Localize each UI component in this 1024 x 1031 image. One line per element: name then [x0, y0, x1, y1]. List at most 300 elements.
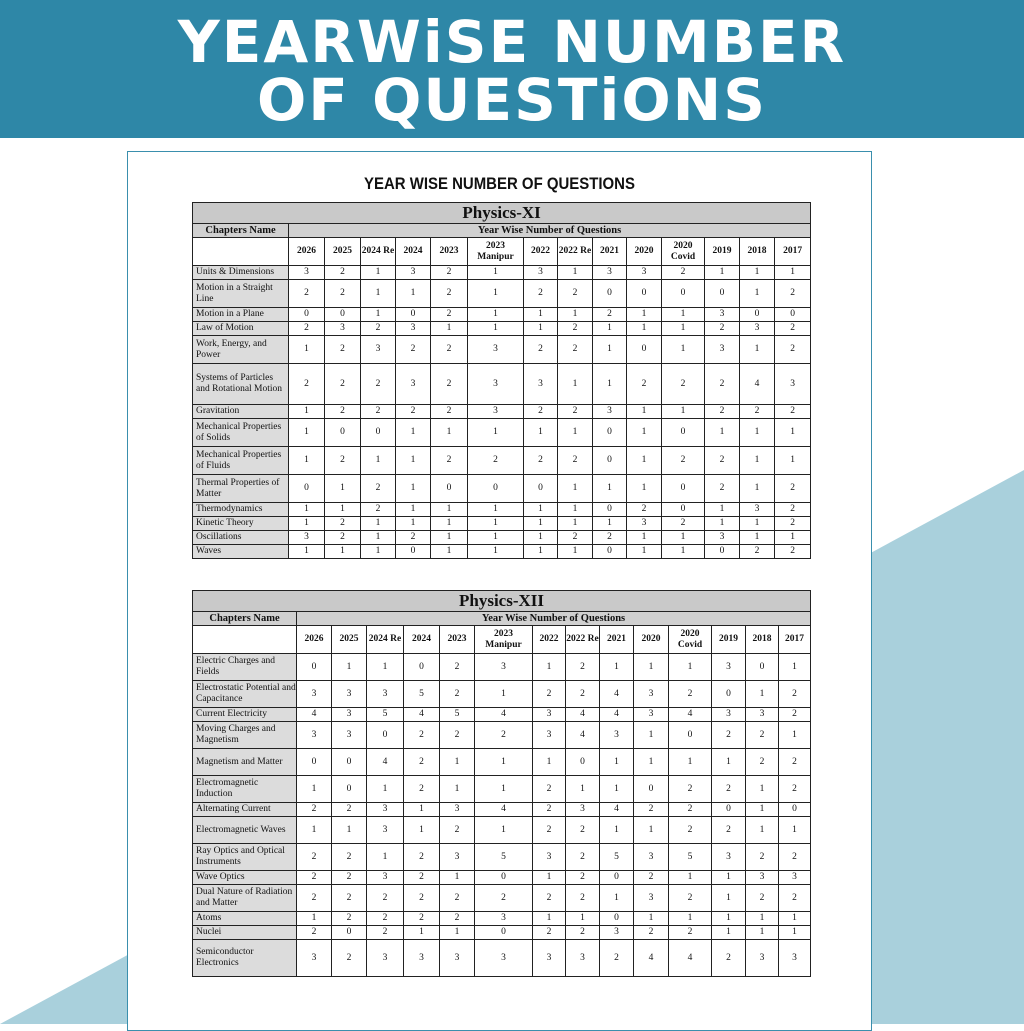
table-row [193, 940, 811, 977]
question-count-cell: 1 [297, 912, 332, 926]
year-header-cell: 2019 [705, 238, 740, 266]
question-count-cell: 2 [361, 475, 396, 503]
question-count-cell: 1 [593, 336, 627, 364]
question-count-cell: 1 [566, 912, 600, 926]
question-count-cell: 2 [627, 364, 662, 405]
chapter-name-cell: Oscillations [193, 531, 289, 545]
question-count-cell: 0 [746, 654, 779, 681]
question-count-cell: 3 [325, 322, 361, 336]
question-count-cell: 1 [740, 531, 775, 545]
question-count-cell: 3 [332, 722, 367, 749]
section-header-row [193, 203, 811, 224]
table-row [193, 871, 811, 885]
section-title: Physics-XI [193, 203, 811, 224]
table-row [193, 545, 811, 559]
chapter-name-cell: Ray Optics and Optical Instruments [193, 844, 297, 871]
question-count-cell: 2 [297, 885, 332, 912]
chapter-name-cell: Systems of Particles and Rotational Motion [193, 364, 289, 405]
table-row [193, 722, 811, 749]
question-count-cell: 0 [332, 926, 367, 940]
banner-title-line-1: YEARWiSE NUMBER [177, 8, 847, 76]
question-count-cell: 2 [558, 447, 593, 475]
question-count-cell: 0 [705, 545, 740, 559]
year-header-cell: 2022 Re [558, 238, 593, 266]
question-count-cell: 2 [325, 336, 361, 364]
column-header-row [193, 224, 811, 238]
question-count-cell: 0 [593, 419, 627, 447]
question-count-cell: 3 [289, 266, 325, 280]
question-count-cell: 1 [361, 308, 396, 322]
question-count-cell: 4 [634, 940, 669, 977]
chapter-name-cell: Waves [193, 545, 289, 559]
question-count-cell: 0 [712, 803, 746, 817]
question-count-cell: 2 [566, 871, 600, 885]
question-count-cell: 3 [566, 940, 600, 977]
question-count-cell: 3 [746, 708, 779, 722]
question-count-cell: 2 [332, 940, 367, 977]
question-count-cell: 0 [367, 722, 404, 749]
question-count-cell: 3 [440, 940, 475, 977]
question-count-cell: 2 [404, 912, 440, 926]
question-count-cell: 3 [634, 681, 669, 708]
year-header-cell: 2020 [627, 238, 662, 266]
question-count-cell: 3 [533, 722, 566, 749]
question-count-cell: 2 [431, 266, 468, 280]
question-count-cell: 3 [775, 364, 811, 405]
chapter-name-cell: Wave Optics [193, 871, 297, 885]
question-count-cell: 0 [289, 308, 325, 322]
question-count-cell: 1 [740, 447, 775, 475]
question-count-cell: 1 [566, 776, 600, 803]
blank-header-cell [193, 626, 297, 654]
chapter-name-cell: Motion in a Straight Line [193, 280, 289, 308]
question-count-cell: 1 [558, 503, 593, 517]
question-count-cell: 2 [775, 503, 811, 517]
question-count-cell: 2 [662, 266, 705, 280]
question-count-cell: 3 [396, 364, 431, 405]
year-header-cell: 2023 Manipur [475, 626, 533, 654]
question-count-cell: 2 [712, 722, 746, 749]
section-header-row [193, 591, 811, 612]
question-count-cell: 0 [662, 419, 705, 447]
question-count-cell: 2 [593, 308, 627, 322]
question-count-cell: 1 [524, 517, 558, 531]
question-count-cell: 3 [524, 364, 558, 405]
question-count-cell: 1 [468, 280, 524, 308]
table-row [193, 749, 811, 776]
question-count-cell: 1 [669, 654, 712, 681]
question-count-cell: 1 [468, 419, 524, 447]
question-count-cell: 3 [468, 364, 524, 405]
question-count-cell: 3 [297, 940, 332, 977]
question-count-cell: 1 [627, 308, 662, 322]
year-header-cell: 2021 [600, 626, 634, 654]
table-row [193, 654, 811, 681]
question-count-cell: 1 [325, 545, 361, 559]
table-row [193, 447, 811, 475]
question-count-cell: 2 [712, 940, 746, 977]
table-row [193, 336, 811, 364]
question-count-cell: 1 [662, 322, 705, 336]
year-header-row [193, 626, 811, 654]
question-count-cell: 1 [600, 749, 634, 776]
question-count-cell: 1 [593, 475, 627, 503]
question-count-cell: 2 [746, 722, 779, 749]
question-count-cell: 0 [524, 475, 558, 503]
chapter-name-cell: Work, Energy, and Power [193, 336, 289, 364]
question-count-cell: 1 [779, 912, 811, 926]
question-count-cell: 1 [627, 447, 662, 475]
question-count-cell: 1 [533, 912, 566, 926]
year-header-cell: 2018 [746, 626, 779, 654]
question-count-cell: 2 [440, 681, 475, 708]
question-count-cell: 2 [404, 871, 440, 885]
question-count-cell: 0 [475, 926, 533, 940]
document-title: YEAR WISE NUMBER OF QUESTIONS [364, 174, 635, 193]
question-count-cell: 2 [558, 280, 593, 308]
question-count-cell: 2 [740, 545, 775, 559]
question-count-cell: 1 [361, 447, 396, 475]
question-count-cell: 2 [440, 912, 475, 926]
question-count-cell: 1 [669, 871, 712, 885]
question-count-cell: 0 [361, 419, 396, 447]
banner-title-line-2: OF QUESTiONS [257, 66, 767, 134]
question-count-cell: 2 [662, 447, 705, 475]
table-row [193, 405, 811, 419]
question-count-cell: 2 [361, 405, 396, 419]
question-count-cell: 2 [289, 364, 325, 405]
question-count-cell: 2 [705, 322, 740, 336]
question-count-cell: 1 [593, 517, 627, 531]
question-count-cell: 1 [712, 871, 746, 885]
question-count-cell: 2 [634, 803, 669, 817]
question-count-cell: 0 [396, 308, 431, 322]
question-count-cell: 4 [600, 803, 634, 817]
question-count-cell: 2 [779, 708, 811, 722]
question-count-cell: 1 [627, 405, 662, 419]
question-count-cell: 1 [634, 722, 669, 749]
question-count-cell: 2 [396, 336, 431, 364]
question-count-cell: 2 [440, 654, 475, 681]
question-count-cell: 2 [524, 280, 558, 308]
question-count-cell: 2 [705, 405, 740, 419]
question-count-cell: 2 [634, 926, 669, 940]
question-count-cell: 1 [779, 817, 811, 844]
question-count-cell: 1 [404, 817, 440, 844]
year-header-cell: 2026 [289, 238, 325, 266]
question-count-cell: 1 [361, 517, 396, 531]
chapter-name-cell: Thermodynamics [193, 503, 289, 517]
question-count-cell: 1 [361, 266, 396, 280]
question-count-cell: 3 [404, 940, 440, 977]
question-count-cell: 1 [746, 926, 779, 940]
question-count-cell: 3 [627, 266, 662, 280]
question-count-cell: 2 [431, 336, 468, 364]
question-count-cell: 2 [404, 749, 440, 776]
year-header-cell: 2026 [297, 626, 332, 654]
year-header-cell: 2023 Manipur [468, 238, 524, 266]
question-count-cell: 2 [627, 503, 662, 517]
question-count-cell: 1 [712, 912, 746, 926]
question-count-cell: 1 [746, 912, 779, 926]
question-count-cell: 3 [289, 531, 325, 545]
question-count-cell: 1 [712, 749, 746, 776]
question-count-cell: 1 [367, 776, 404, 803]
question-count-cell: 0 [396, 545, 431, 559]
question-count-cell: 1 [404, 803, 440, 817]
year-header-cell: 2019 [712, 626, 746, 654]
chapter-name-cell: Dual Nature of Radiation and Matter [193, 885, 297, 912]
question-count-cell: 1 [475, 776, 533, 803]
question-count-cell: 1 [627, 419, 662, 447]
question-count-cell: 5 [475, 844, 533, 871]
question-count-cell: 2 [566, 817, 600, 844]
question-count-cell: 2 [404, 885, 440, 912]
question-count-cell: 1 [332, 654, 367, 681]
year-header-cell: 2024 Re [361, 238, 396, 266]
question-count-cell: 2 [705, 447, 740, 475]
question-count-cell: 1 [404, 926, 440, 940]
question-count-cell: 2 [558, 336, 593, 364]
question-count-cell: 1 [740, 517, 775, 531]
question-count-cell: 2 [440, 885, 475, 912]
question-count-cell: 2 [468, 447, 524, 475]
question-count-cell: 4 [566, 708, 600, 722]
question-count-cell: 2 [705, 475, 740, 503]
question-count-cell: 1 [289, 517, 325, 531]
question-count-cell: 2 [746, 844, 779, 871]
question-count-cell: 2 [325, 266, 361, 280]
chapter-name-cell: Atoms [193, 912, 297, 926]
question-count-cell: 3 [705, 531, 740, 545]
question-count-cell: 1 [746, 817, 779, 844]
year-header-cell: 2018 [740, 238, 775, 266]
question-count-cell: 1 [627, 545, 662, 559]
chapters-name-header: Chapters Name [193, 612, 297, 626]
question-count-cell: 2 [440, 817, 475, 844]
question-count-cell: 0 [712, 681, 746, 708]
question-count-cell: 0 [705, 280, 740, 308]
chapter-name-cell: Units & Dimensions [193, 266, 289, 280]
question-count-cell: 3 [712, 654, 746, 681]
question-count-cell: 0 [627, 336, 662, 364]
question-count-cell: 1 [740, 419, 775, 447]
question-count-cell: 0 [662, 280, 705, 308]
question-count-cell: 2 [404, 776, 440, 803]
question-count-cell: 1 [627, 475, 662, 503]
question-count-cell: 5 [669, 844, 712, 871]
year-header-cell: 2022 Re [566, 626, 600, 654]
question-count-cell: 0 [662, 475, 705, 503]
question-count-cell: 1 [558, 266, 593, 280]
question-count-cell: 3 [712, 844, 746, 871]
question-count-cell: 2 [325, 364, 361, 405]
chapter-name-cell: Thermal Properties of Matter [193, 475, 289, 503]
question-count-cell: 2 [431, 447, 468, 475]
question-count-cell: 2 [367, 885, 404, 912]
question-count-cell: 1 [634, 912, 669, 926]
question-count-cell: 1 [662, 336, 705, 364]
question-count-cell: 0 [332, 776, 367, 803]
question-count-cell: 0 [566, 749, 600, 776]
question-count-cell: 1 [297, 817, 332, 844]
question-count-cell: 3 [705, 308, 740, 322]
question-count-cell: 3 [600, 926, 634, 940]
question-count-cell: 3 [361, 336, 396, 364]
chapter-name-cell: Electrostatic Potential and Capacitance [193, 681, 297, 708]
question-count-cell: 4 [367, 749, 404, 776]
question-count-cell: 1 [431, 419, 468, 447]
question-count-cell: 1 [524, 308, 558, 322]
chapter-name-cell: Electromagnetic Induction [193, 776, 297, 803]
question-count-cell: 3 [367, 803, 404, 817]
question-count-cell: 2 [325, 517, 361, 531]
question-count-cell: 1 [662, 405, 705, 419]
question-count-cell: 1 [396, 503, 431, 517]
physics-xii-table [192, 590, 811, 977]
table-row [193, 912, 811, 926]
question-count-cell: 1 [558, 545, 593, 559]
table-row [193, 419, 811, 447]
question-count-cell: 3 [468, 336, 524, 364]
question-count-cell: 1 [627, 322, 662, 336]
question-count-cell: 3 [566, 803, 600, 817]
question-count-cell: 0 [634, 776, 669, 803]
year-header-cell: 2024 Re [367, 626, 404, 654]
question-count-cell: 2 [669, 681, 712, 708]
table-row [193, 926, 811, 940]
question-count-cell: 0 [332, 749, 367, 776]
question-count-cell: 0 [779, 803, 811, 817]
question-count-cell: 3 [440, 803, 475, 817]
question-count-cell: 2 [361, 322, 396, 336]
chapter-name-cell: Nuclei [193, 926, 297, 940]
table-row [193, 266, 811, 280]
question-count-cell: 2 [325, 280, 361, 308]
question-count-cell: 2 [325, 531, 361, 545]
question-count-cell: 3 [367, 817, 404, 844]
question-count-cell: 1 [740, 280, 775, 308]
question-count-cell: 0 [627, 280, 662, 308]
year-header-cell: 2023 [431, 238, 468, 266]
question-count-cell: 2 [600, 940, 634, 977]
question-count-cell: 5 [440, 708, 475, 722]
question-count-cell: 1 [775, 447, 811, 475]
chapters-name-header: Chapters Name [193, 224, 289, 238]
question-count-cell: 0 [593, 503, 627, 517]
question-count-cell: 2 [533, 817, 566, 844]
question-count-cell: 1 [361, 545, 396, 559]
question-count-cell: 2 [524, 336, 558, 364]
chapter-name-cell: Magnetism and Matter [193, 749, 297, 776]
question-count-cell: 2 [361, 503, 396, 517]
question-count-cell: 1 [705, 503, 740, 517]
question-count-cell: 1 [524, 545, 558, 559]
table-row [193, 517, 811, 531]
table-row [193, 280, 811, 308]
question-count-cell: 1 [705, 419, 740, 447]
year-header-cell: 2024 [404, 626, 440, 654]
question-count-cell: 1 [289, 336, 325, 364]
chapter-name-cell: Kinetic Theory [193, 517, 289, 531]
question-count-cell: 1 [558, 517, 593, 531]
question-count-cell: 1 [468, 517, 524, 531]
question-count-cell: 3 [297, 722, 332, 749]
question-count-cell: 1 [289, 503, 325, 517]
question-count-cell: 1 [332, 817, 367, 844]
question-count-cell: 3 [533, 708, 566, 722]
table-row [193, 844, 811, 871]
question-count-cell: 1 [468, 503, 524, 517]
table-row [193, 475, 811, 503]
question-count-cell: 2 [533, 926, 566, 940]
question-count-cell: 1 [705, 517, 740, 531]
year-header-cell: 2024 [396, 238, 431, 266]
question-count-cell: 5 [600, 844, 634, 871]
question-count-cell: 3 [779, 940, 811, 977]
question-count-cell: 0 [468, 475, 524, 503]
question-count-cell: 2 [558, 405, 593, 419]
question-count-cell: 1 [396, 475, 431, 503]
document-page [127, 151, 872, 1031]
question-count-cell: 3 [367, 871, 404, 885]
question-count-cell: 2 [524, 405, 558, 419]
question-count-cell: 1 [431, 545, 468, 559]
question-count-cell: 1 [289, 419, 325, 447]
question-count-cell: 2 [566, 681, 600, 708]
question-count-cell: 2 [396, 531, 431, 545]
question-count-cell: 1 [669, 912, 712, 926]
question-count-cell: 4 [669, 708, 712, 722]
question-count-cell: 2 [297, 844, 332, 871]
question-count-cell: 1 [593, 364, 627, 405]
question-count-cell: 0 [431, 475, 468, 503]
question-count-cell: 3 [297, 681, 332, 708]
question-count-cell: 1 [325, 503, 361, 517]
question-count-cell: 2 [325, 405, 361, 419]
question-count-cell: 1 [524, 503, 558, 517]
question-count-cell: 3 [634, 885, 669, 912]
question-count-cell: 1 [662, 308, 705, 322]
question-count-cell: 0 [593, 447, 627, 475]
question-count-cell: 1 [746, 776, 779, 803]
question-count-cell: 1 [475, 749, 533, 776]
question-count-cell: 4 [600, 681, 634, 708]
question-count-cell: 2 [404, 844, 440, 871]
question-count-cell: 2 [746, 885, 779, 912]
question-count-cell: 3 [396, 266, 431, 280]
year-header-cell: 2020 Covid [669, 626, 712, 654]
question-count-cell: 0 [775, 308, 811, 322]
question-count-cell: 1 [468, 308, 524, 322]
year-header-cell: 2017 [779, 626, 811, 654]
question-count-cell: 2 [533, 681, 566, 708]
question-count-cell: 2 [297, 803, 332, 817]
question-count-cell: 1 [297, 776, 332, 803]
year-header-cell: 2022 [533, 626, 566, 654]
question-count-cell: 1 [468, 531, 524, 545]
question-count-cell: 2 [431, 280, 468, 308]
question-count-cell: 2 [669, 803, 712, 817]
question-count-cell: 1 [468, 266, 524, 280]
question-count-cell: 1 [740, 336, 775, 364]
question-count-cell: 2 [361, 364, 396, 405]
chapter-name-cell: Mechanical Properties of Fluids [193, 447, 289, 475]
question-count-cell: 0 [325, 419, 361, 447]
question-count-cell: 1 [593, 322, 627, 336]
question-count-cell: 1 [669, 749, 712, 776]
question-count-cell: 1 [634, 654, 669, 681]
